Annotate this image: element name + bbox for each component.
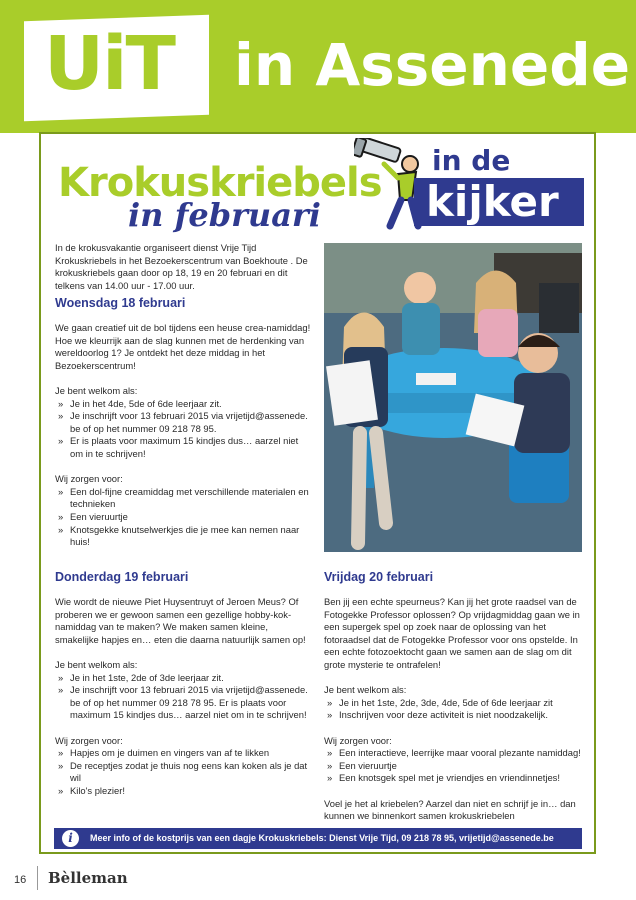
thursday-provide-label: Wij zorgen voor: [55,734,123,746]
wednesday-provide-list [55,486,313,549]
list-item: » Je in het 4de, 5de of 6de leerjaar zit. [55,398,313,411]
list-item: » Hapjes om je duimen en vingers van af te likken [55,747,309,760]
wednesday-provide-label: Wij zorgen voor: [55,473,123,485]
article-title: Krokuskriebels [58,160,382,206]
footer-divider [37,866,38,890]
list-item: » Er is plaats voor maximum 15 kindjes dus… aarzel niet om in te schrijven! [55,435,313,460]
list-item: » Een vieruurtje [55,511,313,524]
list-item: » Je in het 1ste, 2de of 3de leerjaar zit. [55,672,309,685]
article-subtitle: in februari [128,196,321,234]
list-item: » Je inschrijft voor 13 februari 2015 via vrijetijd@assenede. be of op het nummer 09 218 78 95. [55,410,313,435]
magazine-brand: Bèlleman [48,869,128,887]
friday-provide-list [324,747,582,785]
friday-provide-label: Wij zorgen voor: [324,734,392,746]
thursday-heading: Donderdag 19 februari [55,570,189,584]
photo-illustration [324,243,582,552]
info-icon: i [62,830,79,847]
friday-heading: Vrijdag 20 februari [324,570,434,584]
wednesday-welcome-label: Je bent welkom als: [55,384,138,396]
badge-main-text: kijker [426,177,559,226]
list-item: » Een interactieve, leerrijke maar vooral plezante namiddag! [324,747,582,760]
header-title: in Assenede [234,31,631,99]
list-item: » Kilo's plezier! [55,785,309,798]
wednesday-section [55,322,313,549]
info-bar-text: Meer info of de kostprijs van een dagje Krokuskriebels: Dienst Vrije Tijd, 09 218 78 95, vrijetijd@assenede.be [90,833,554,843]
thursday-provide-list [55,747,309,797]
page-number: 16 [14,874,27,886]
list-item: » Een vieruurtje [324,760,582,773]
list-item: » Je inschrijft voor 13 februari 2015 via vrijetijd@assenede. be of op het nummer 09 218 78 95. Er is plaats voor maximum 15 kindjes dus… aarzel niet om in te schrijven! [55,684,309,722]
page-header [0,0,636,133]
thursday-intro: Wie wordt de nieuwe Piet Huysentruyt of Jeroen Meus? Of proberen we er gewoon samen een gezellige hobby-kok-namiddag van te maken? We maken samen kleine, smakelijke hapjes en… eten die daarna natuurlijk samen op! [55,596,306,645]
children-photo [324,243,582,552]
list-item: » Knotsgekke knutselwerkjes die je mee kan nemen naar huis! [55,524,313,549]
friday-closing: Voel je het al kriebelen? Aarzel dan niet en schrijf je in… dan kunnen we binnenkort samen krokuskriebelen [324,797,576,822]
list-item: » Een knotsgek spel met je vriendjes en vriendinnetjes! [324,772,582,785]
intro-text: In de krokusvakantie organiseert dienst Vrije Tijd Krokuskriebels in het Bezoekerscentrum van Boekhoute . De krokuskriebels gaan door op 18, 19 en 20 februari en dit telkens van 14.00 uur - 17.00 uur. [55,242,308,291]
list-item: » Een dol-fijne creamiddag met verschillende materialen en technieken [55,486,313,511]
uit-logo-text: UiT [44,21,174,107]
friday-welcome-label: Je bent welkom als: [324,684,407,696]
friday-section [324,596,582,823]
list-item: » De receptjes zodat je thuis nog eens kan koken als je dat wil [55,760,309,785]
friday-welcome-list [324,697,582,722]
list-item: » Inschrijven voor deze activiteit is niet noodzakelijk. [324,709,582,722]
thursday-welcome-label: Je bent welkom als: [55,658,138,670]
thursday-section [55,596,309,798]
badge-top-text: in de [432,144,511,177]
list-item: » Je in het 1ste, 2de, 3de, 4de, 5de of 6de leerjaar zit [324,697,582,710]
wednesday-heading: Woensdag 18 februari [55,296,186,310]
friday-intro: Ben jij een echte speurneus? Kan jij het grote raadsel van de Fotogekke Professor oplossen? Op vrijdagmiddag gaan we in een supergek spel op zoek naar de oplossing van het fotoraadsel dat de Fotogekke Professor voor ons opstelde. In een echte fotozoektocht gaan we samen aan de slag om dit grote mysterie te ontrafelen! [324,596,580,670]
wednesday-intro: We gaan creatief uit de bol tijdens een heuse crea-namiddag! Hoe we kleurrijk aan de slag kunnen met de herdenking van wereldoorlog 1? Je ontdekt het deze middag in het Bezoekerscentrum! [55,322,311,371]
wednesday-welcome-list [55,398,313,461]
thursday-welcome-list [55,672,309,722]
